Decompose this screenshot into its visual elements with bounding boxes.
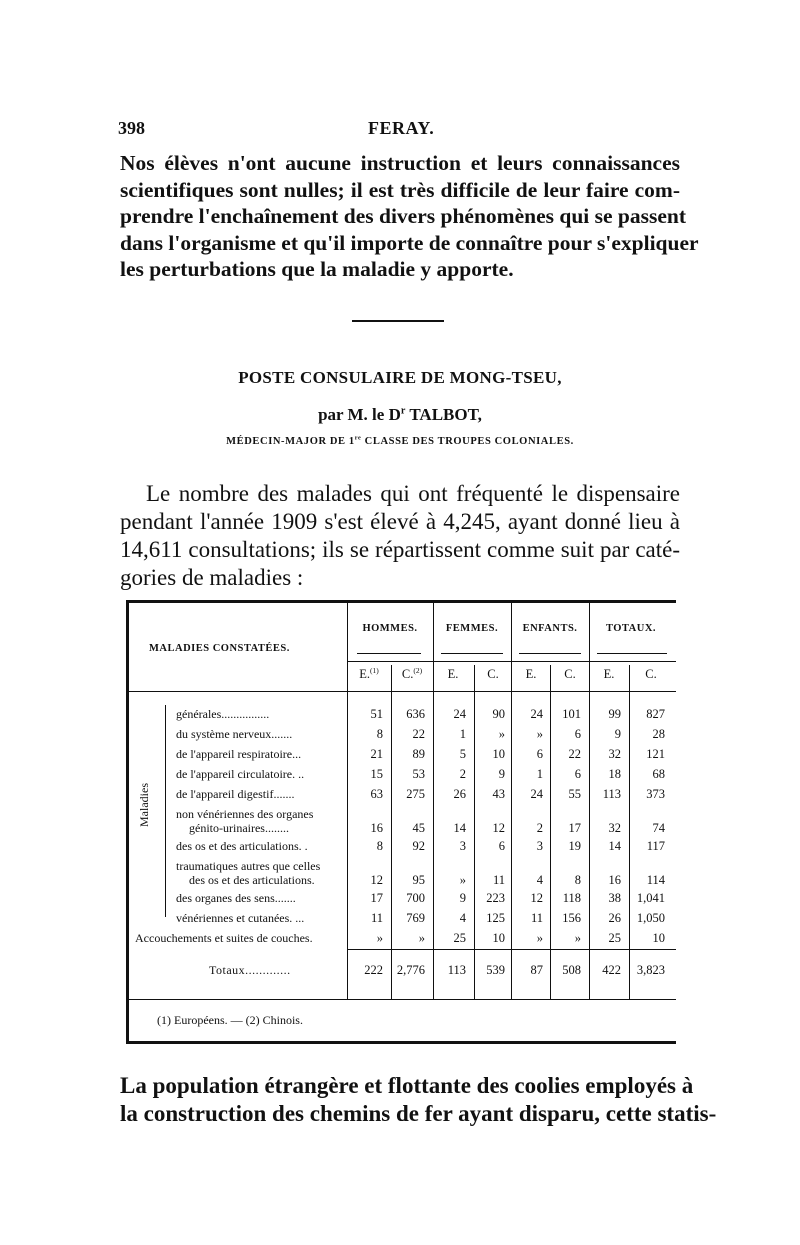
body-line: gories de maladies : xyxy=(120,565,304,590)
table-cell: 373 xyxy=(646,787,665,801)
table-cell: 113 xyxy=(602,787,621,801)
table-cell: 25 xyxy=(453,931,466,945)
table-cell: 9 xyxy=(498,767,505,781)
author-line xyxy=(120,405,680,425)
totals-cell: 508 xyxy=(562,963,581,977)
intro-line: prendre l'enchaînement des divers phénomènes qui se passent xyxy=(120,204,687,228)
section-divider xyxy=(352,320,444,322)
row-label: de l'appareil circulatoire. .. xyxy=(176,767,305,781)
table-cell: 10 xyxy=(652,931,665,945)
subhead-text: C. xyxy=(401,667,414,681)
table-cell: 11 xyxy=(370,911,383,925)
subhead-c: C. xyxy=(645,667,657,681)
table-cell: 89 xyxy=(412,747,425,761)
row-label: des os et des articulations. . xyxy=(176,839,308,853)
table-cell: 1 xyxy=(536,767,543,781)
body-paragraph xyxy=(120,480,680,592)
table-cell: 6 xyxy=(498,839,505,853)
group-header-hommes: HOMMES. xyxy=(362,623,418,634)
maladies-table xyxy=(126,600,676,1044)
table-cell: 45 xyxy=(412,821,425,835)
author-affiliation xyxy=(120,436,680,447)
subhead-e: E. xyxy=(447,667,459,681)
table-cell: 19 xyxy=(568,839,581,853)
table-cell: 99 xyxy=(608,707,621,721)
table-cell: 24 xyxy=(530,707,543,721)
totals-cell: 3,823 xyxy=(636,963,665,977)
table-cell: 636 xyxy=(406,707,425,721)
table-cell: » xyxy=(498,727,505,741)
side-label-maladies: Maladies xyxy=(137,783,151,827)
subhead-e: E. xyxy=(603,667,615,681)
table-cell: 3 xyxy=(459,839,466,853)
author-name: TALBOT, xyxy=(405,405,482,424)
table-cell: 24 xyxy=(453,707,466,721)
table-cell: 769 xyxy=(406,911,425,925)
category-brace xyxy=(165,705,166,917)
table-cell: 700 xyxy=(406,891,425,905)
group-header-totaux: TOTAUX. xyxy=(605,623,657,634)
author-prefix: par M. le D xyxy=(318,405,401,424)
body-line: 14,611 consultations; ils se répartissent comme suit par caté- xyxy=(120,537,680,562)
row-label: générales................ xyxy=(176,707,270,721)
subhead-c: C. xyxy=(487,667,499,681)
closing-line: La population étrangère et flottante des coolies employés à xyxy=(120,1073,694,1098)
table-cell: 827 xyxy=(646,707,665,721)
table-cell: 8 xyxy=(376,727,383,741)
table-cell: » xyxy=(376,931,383,945)
row-label: non vénériennes des organes xyxy=(176,807,314,821)
subhead-e xyxy=(349,667,389,682)
affil-sup: re xyxy=(354,434,362,442)
affil-pre: MÉDECIN-MAJOR DE 1 xyxy=(226,436,355,447)
table-cell: 4 xyxy=(536,873,543,887)
intro-paragraph xyxy=(120,150,699,283)
totals-cell: 422 xyxy=(602,963,621,977)
table-cell: 24 xyxy=(530,787,543,801)
table-cell: 2 xyxy=(459,767,466,781)
table-cell: 25 xyxy=(608,931,621,945)
table-cell: 6 xyxy=(574,767,581,781)
footnote-rule xyxy=(129,999,676,1000)
table-cell: 18 xyxy=(608,767,621,781)
header-bottom-rule xyxy=(129,691,676,692)
table-cell: 38 xyxy=(608,891,621,905)
table-cell: 11 xyxy=(492,873,505,887)
table-cell: » xyxy=(459,873,466,887)
table-cell: 121 xyxy=(646,747,665,761)
table-cell: 3 xyxy=(536,839,543,853)
row-label: Accouchements et suites de couches. xyxy=(135,931,313,945)
table-cell: 14 xyxy=(608,839,621,853)
group-brace xyxy=(519,653,581,654)
running-title: FERAY. xyxy=(368,118,435,138)
table-body xyxy=(129,603,676,1041)
intro-line: dans l'organisme et qu'il importe de connaître pour s'expliquer xyxy=(120,230,699,255)
subhead-c xyxy=(392,667,432,682)
table-cell: 6 xyxy=(574,727,581,741)
table-cell: 12 xyxy=(530,891,543,905)
row-label: du système nerveux....... xyxy=(176,727,293,741)
table-cell: 32 xyxy=(608,821,621,835)
table-cell: 63 xyxy=(370,787,383,801)
table-cell: 5 xyxy=(459,747,466,761)
table-cell: » xyxy=(536,727,543,741)
table-cell: 1 xyxy=(459,727,466,741)
table-cell: 68 xyxy=(652,767,665,781)
table-cell: 223 xyxy=(486,891,505,905)
subhead-e: E. xyxy=(525,667,537,681)
table-cell: 11 xyxy=(530,911,543,925)
totals-label: Totaux............. xyxy=(209,963,291,977)
stub-header: MALADIES CONSTATÉES. xyxy=(149,643,290,654)
intro-line: scientifiques sont nulles; il est très difficile de leur faire com- xyxy=(120,177,680,202)
table-cell: 17 xyxy=(370,891,383,905)
body-line: Le nombre des malades qui ont fréquenté le dispensaire xyxy=(146,481,680,506)
table-cell: 156 xyxy=(562,911,581,925)
table-cell: 92 xyxy=(412,839,425,853)
table-cell: 8 xyxy=(574,873,581,887)
table-cell: » xyxy=(536,931,543,945)
table-cell: 125 xyxy=(486,911,505,925)
table-cell: 26 xyxy=(453,787,466,801)
table-cell: 8 xyxy=(376,839,383,853)
table-cell: 32 xyxy=(608,747,621,761)
group-header-enfants: ENFANTS. xyxy=(522,623,578,634)
table-cell: 14 xyxy=(453,821,466,835)
table-cell: 1,050 xyxy=(636,911,665,925)
row-label: traumatiques autres que celles xyxy=(176,859,321,873)
table-cell: 51 xyxy=(370,707,383,721)
running-head xyxy=(118,118,684,144)
table-footnote: (1) Européens. — (2) Chinois. xyxy=(157,1013,303,1027)
table-cell: 28 xyxy=(652,727,665,741)
table-cell: 95 xyxy=(412,873,425,887)
totals-rule xyxy=(347,949,676,950)
table-cell: 117 xyxy=(646,839,665,853)
table-cell: 6 xyxy=(536,747,543,761)
row-label: vénériennes et cutanées. ... xyxy=(176,911,305,925)
closing-line: la construction des chemins de fer ayant disparu, cette statis- xyxy=(120,1101,717,1126)
table-cell: 114 xyxy=(646,873,665,887)
table-cell: » xyxy=(574,931,581,945)
totals-cell: 539 xyxy=(486,963,505,977)
row-label: de l'appareil respiratoire... xyxy=(176,747,302,761)
intro-line: les perturbations que la maladie y apporte. xyxy=(120,257,514,281)
section-title: POSTE CONSULAIRE DE MONG-TSEU, xyxy=(238,368,562,387)
table-cell: 55 xyxy=(568,787,581,801)
table-cell: 12 xyxy=(370,873,383,887)
author-sup: r xyxy=(400,405,406,417)
table-cell: 53 xyxy=(412,767,425,781)
table-cell: 4 xyxy=(459,911,466,925)
subhead-mark: (1) xyxy=(370,665,379,675)
group-brace xyxy=(441,653,503,654)
table-cell: 9 xyxy=(459,891,466,905)
table-cell: 2 xyxy=(536,821,543,835)
table-cell: 43 xyxy=(492,787,505,801)
table-cell: 10 xyxy=(492,931,505,945)
table-cell: 9 xyxy=(614,727,621,741)
table-cell: » xyxy=(418,931,425,945)
subhead-c: C. xyxy=(564,667,576,681)
subhead-mark: (2) xyxy=(413,665,423,675)
table-cell: 22 xyxy=(568,747,581,761)
table-cell: 275 xyxy=(406,787,425,801)
body-line: pendant l'année 1909 s'est élevé à 4,245, ayant donné lieu à xyxy=(120,509,680,534)
table-cell: 16 xyxy=(370,821,383,835)
closing-paragraph xyxy=(120,1072,717,1128)
header-rule xyxy=(347,661,676,662)
table-cell: 16 xyxy=(608,873,621,887)
row-label: de l'appareil digestif....... xyxy=(176,787,295,801)
row-label: des organes des sens....... xyxy=(176,891,296,905)
table-cell: 17 xyxy=(568,821,581,835)
table-cell: 118 xyxy=(562,891,581,905)
affil-post: CLASSE DES TROUPES COLONIALES. xyxy=(361,436,574,447)
table-cell: 22 xyxy=(412,727,425,741)
table-cell: 1,041 xyxy=(636,891,665,905)
totals-cell: 222 xyxy=(364,963,383,977)
totals-cell: 87 xyxy=(530,963,543,977)
table-cell: 21 xyxy=(370,747,383,761)
table-cell: 90 xyxy=(492,707,505,721)
table-cell: 12 xyxy=(492,821,505,835)
intro-line: Nos élèves n'ont aucune instruction et leurs connaissances xyxy=(120,151,680,175)
table-cell: 15 xyxy=(370,767,383,781)
page-number: 398 xyxy=(118,118,145,138)
table-cell: 101 xyxy=(562,707,581,721)
table-cell: 10 xyxy=(492,747,505,761)
subhead-text: E. xyxy=(359,667,370,681)
group-brace xyxy=(357,653,421,654)
row-label-continued: des os et des articulations. xyxy=(189,873,315,887)
group-brace xyxy=(597,653,667,654)
group-header-femmes: FEMMES. xyxy=(445,623,499,634)
totals-cell: 2,776 xyxy=(396,963,425,977)
table-cell: 26 xyxy=(608,911,621,925)
table-cell: 74 xyxy=(652,821,665,835)
totals-cell: 113 xyxy=(447,963,466,977)
row-label-continued: génito-urinaires........ xyxy=(189,821,289,835)
